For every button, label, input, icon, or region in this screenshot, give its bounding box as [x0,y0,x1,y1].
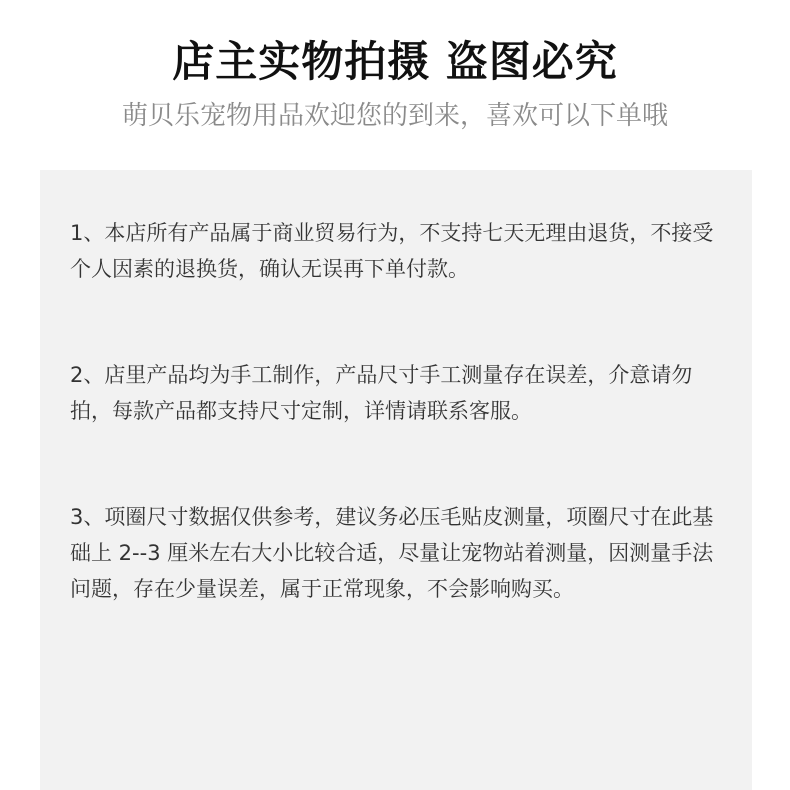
notice-panel [40,170,752,790]
page-subtitle: 萌贝乐宠物用品欢迎您的到来，喜欢可以下单哦 [121,101,668,131]
header [0,0,790,170]
notice-item-1: 1、本店所有产品属于商业贸易行为，不支持七天无理由退货，不接受个人因素的退换货，确认无误再下单付款。 [70,221,714,281]
page-title: 店主实物拍摄 盗图必究 [172,37,618,86]
notice-item-2: 2、店里产品均为手工制作，产品尺寸手工测量存在误差，介意请勿拍，每款产品都支持尺寸定制，详情请联系客服。 [70,363,693,423]
notice-item-3: 3、项圈尺寸数据仅供参考，建议务必压毛贴皮测量，项圈尺寸在此基础上 2--3 厘米左右大小比较合适，尽量让宠物站着测量，因测量手法问题，存在少量误差，属于正常现象，不会影响购买。 [70,505,714,601]
